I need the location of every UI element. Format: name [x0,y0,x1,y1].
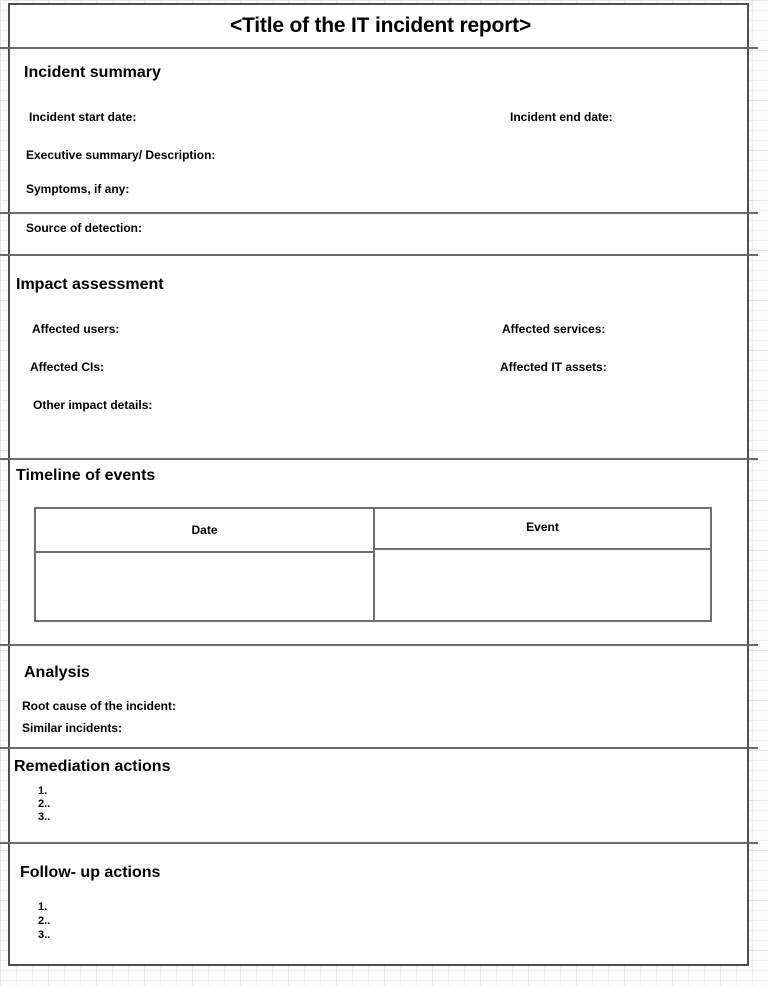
report-title: <Title of the IT incident report> [229,14,532,37]
source-of-detection-label: Source of detection: [26,221,143,235]
timeline-date-cell[interactable] [36,553,375,620]
section-divider [0,47,758,49]
follow-up-item: 3.. [38,929,51,941]
impact-assessment-heading: Impact assessment [16,276,164,293]
timeline-col-date-header: Date [36,509,375,553]
incident-start-date-label: Incident start date: [29,110,137,124]
follow-up-list [38,900,50,942]
remediation-list [38,785,50,824]
timeline-table [34,507,712,622]
similar-incidents-label: Similar incidents: [22,721,123,735]
timeline-heading: Timeline of events [16,467,156,484]
symptoms-label: Symptoms, if any: [26,182,130,196]
follow-up-item: 2.. [38,915,51,927]
follow-up-item: 1. [38,901,48,913]
timeline-event-cell[interactable] [375,553,710,620]
incident-summary-heading: Incident summary [24,64,161,81]
affected-it-assets-label: Affected IT assets: [500,360,607,374]
section-divider [0,254,758,256]
section-divider [0,212,758,214]
section-divider [0,458,758,460]
affected-cis-label: Affected CIs: [30,360,105,374]
remediation-item: 2.. [38,798,51,810]
affected-services-label: Affected services: [502,322,606,336]
analysis-heading: Analysis [24,664,90,681]
other-impact-details-label: Other impact details: [33,398,153,412]
executive-summary-label: Executive summary/ Description: [26,148,216,162]
remediation-item: 1. [38,785,48,797]
remediation-heading: Remediation actions [14,758,171,775]
section-divider [0,842,758,844]
follow-up-heading: Follow- up actions [20,864,161,881]
timeline-col-event-header: Event [375,506,710,550]
incident-end-date-label: Incident end date: [510,110,613,124]
root-cause-label: Root cause of the incident: [22,699,177,713]
remediation-item: 3.. [38,811,51,823]
section-divider [0,644,758,646]
affected-users-label: Affected users: [32,322,120,336]
section-divider [0,747,758,749]
